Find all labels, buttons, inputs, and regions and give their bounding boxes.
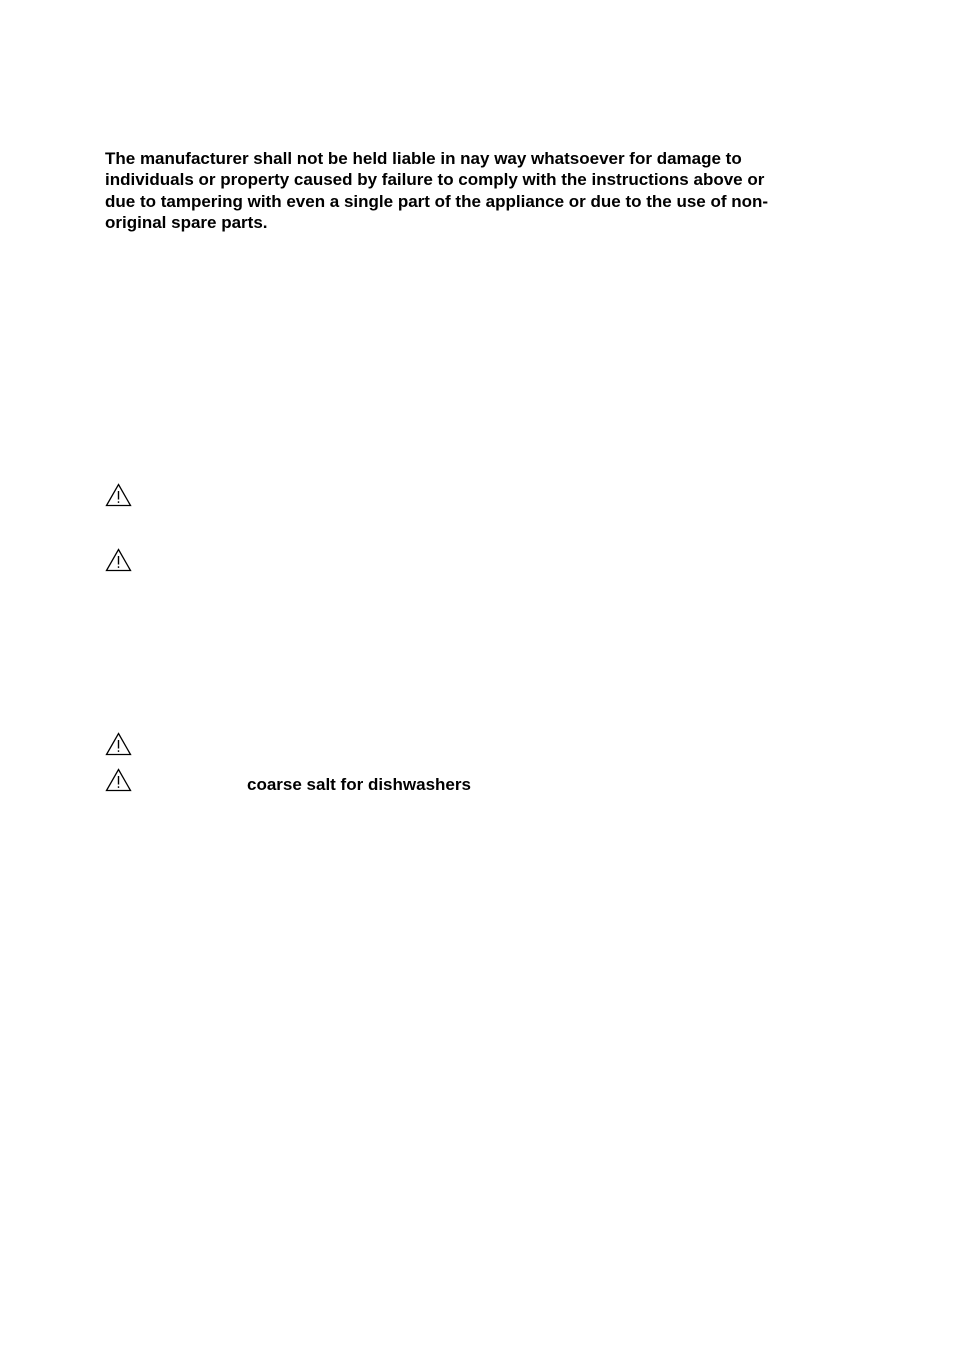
warning-triangle-icon [105,768,132,792]
warning-triangle-icon [105,548,132,572]
warning-triangle-icon [105,732,132,756]
manufacturer-disclaimer [105,148,835,233]
disclaimer-line-4: original spare parts. [105,212,268,232]
disclaimer-line-2: individuals or property caused by failure to comply with the instructions above or [105,170,765,190]
disclaimer-line-3: due to tampering with even a single part of the appliance or due to the use of non- [105,191,769,211]
coarse-salt-label: coarse salt for dishwashers [247,775,471,794]
warning-triangle-icon [105,483,132,507]
disclaimer-line-1: The manufacturer shall not be held liable in nay way whatsoever for damage to [105,149,742,168]
